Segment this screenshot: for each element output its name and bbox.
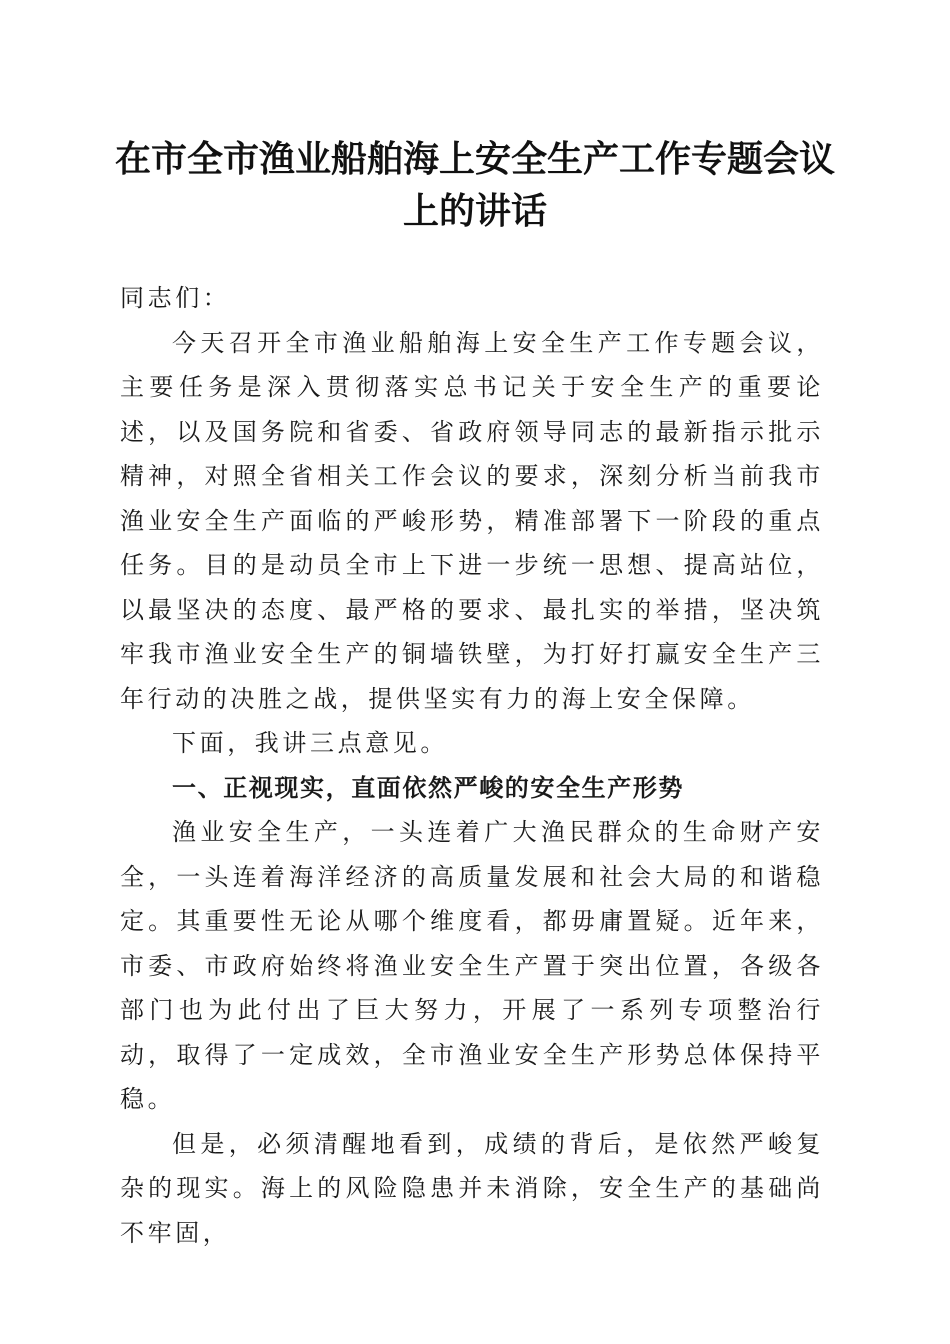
salutation: 同志们： <box>120 284 231 312</box>
section-heading: 一、正视现实，直面依然严峻的安全生产形势 <box>172 773 684 802</box>
body-paragraph: 今天召开全市渔业船舶海上安全生产工作专题会议，主要任务是深入贯彻落实总书记关于安全生产的重要论述，以及国务院和省委、省政府领导同志的最新指示批示精神，对照全省相关工作会议的要求，深刻分析当前我市渔业安全生产面临的严峻形势，精准部署下一阶段的重点任务。目的是动员全市上下进一步统一思想、提高站位，以最坚决的态度、最严格的要求、最扎实的举措，坚决筑牢我市渔业安全生产的铜墙铁壁，为打好打赢安全生产三年行动的决胜之战，提供坚实有力的海上安全保障。 <box>120 328 824 713</box>
body-paragraph: 下面，我讲三点意见。 <box>172 729 448 757</box>
body-paragraph: 渔业安全生产，一头连着广大渔民群众的生命财产安全，一头连着海洋经济的高质量发展和社会大局的和谐稳定。其重要性无论从哪个维度看，都毋庸置疑。近年来，市委、市政府始终将渔业安全生产置于突出位置，各级各部门也为此付出了巨大努力，开展了一系列专项整治行动，取得了一定成效，全市渔业安全生产形势总体保持平稳。 <box>120 818 824 1113</box>
document-title: 在市全市渔业船舶海上安全生产工作专题会议上的讲话 <box>114 138 835 232</box>
document-body <box>120 276 824 1255</box>
body-paragraph: 但是，必须清醒地看到，成绩的背后，是依然严峻复杂的现实。海上的风险隐患并未消除，安全生产的基础尚不牢固， <box>120 1129 824 1247</box>
